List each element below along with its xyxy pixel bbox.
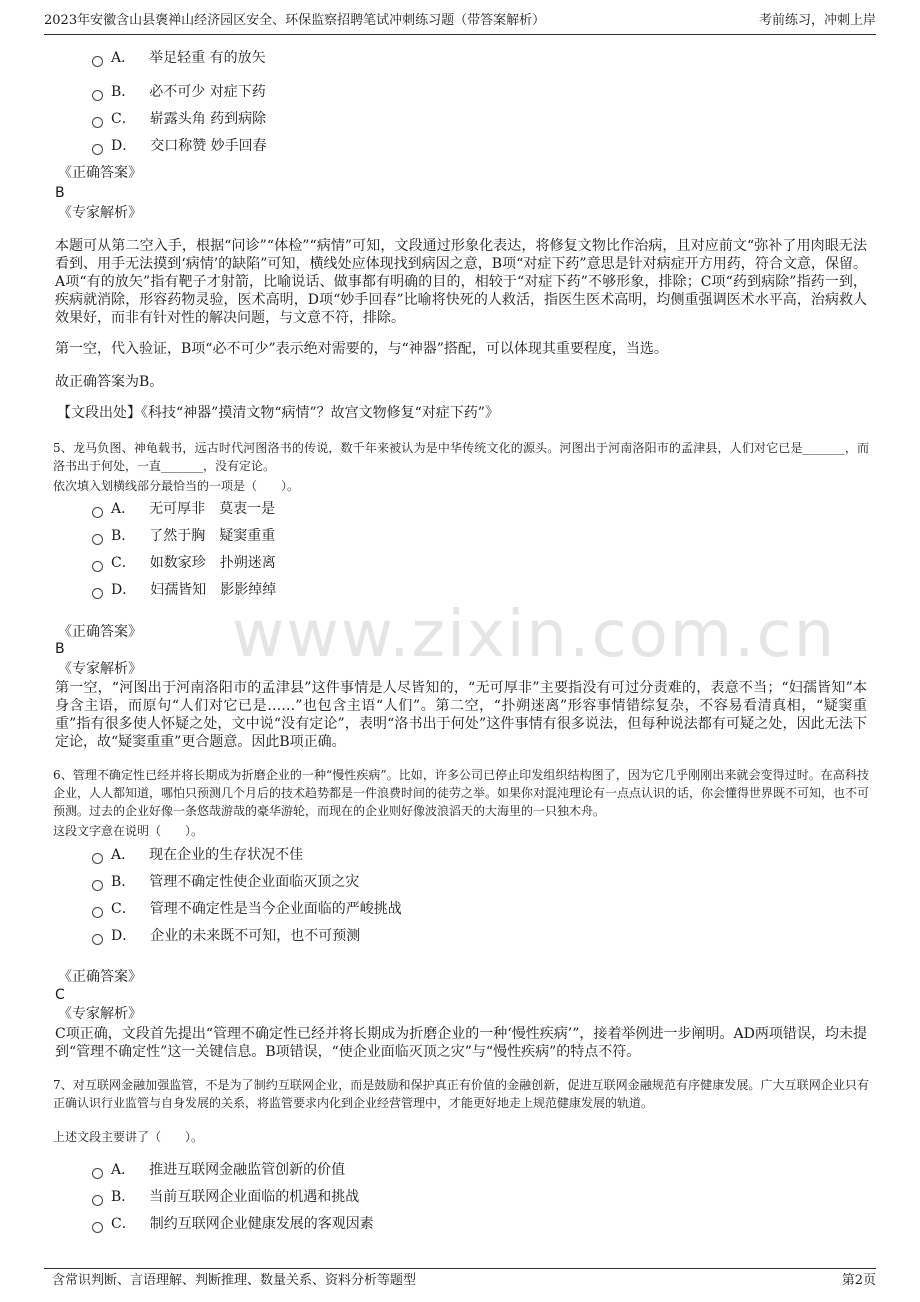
radio-icon[interactable]: [92, 1195, 103, 1206]
q4-source: 【文段出处】《科技“神器”摸清文物“病情”？故宫文物修复“对症下药”》: [57, 405, 499, 421]
q6-answer: C: [55, 987, 65, 1003]
q6-analysis: C项正确，文段首先提出“管理不确定性已经并将长期成为折磨企业的一种‘慢性疾病’”，接着举例进一步阐明。AD两项错误，均未提到“管理不确定性”这一关键信息。B项错误，“使企业面临灭顶之灾”与“慢性疾病”的特点不符。: [55, 1026, 867, 1060]
q6-option-d[interactable]: D． 企业的未来既不可知，也不可预测: [92, 926, 360, 946]
q5-option-a[interactable]: A． 无可厚非 莫衷一是: [92, 499, 275, 519]
radio-icon[interactable]: [92, 934, 103, 945]
q5-analysis: 第一空，“河图出于河南洛阳市的孟津县”这件事情是人尽皆知的，“无可厚非”主要指没有可过分责难的，表意不当；“妇孺皆知”本身含主语，而原句“人们对它已是……”也包含主语“人们”。第二空，“扑朔迷离”形容事情错综复杂，不容易看清真相，“疑窦重重”指有很多使人怀疑之处，文中说“没有定论”，表明“洛书出于何处”这件事情有很多说法，但每种说法都有可疑之处，因此无法下定论，故“疑窦重重”更合题意。因此B项正确。: [55, 680, 867, 750]
q4-analysis-paragraph-2: 第一空，代入验证，B项“必不可少”表示绝对需要的，与“神器”搭配，可以体现其重要程度，当选。: [55, 341, 668, 357]
q5-option-c[interactable]: C． 如数家珍 扑朔迷离: [92, 553, 276, 573]
radio-icon[interactable]: [92, 1168, 103, 1179]
q6-answer-label: 《正确答案》: [58, 969, 142, 985]
document-title: 2023年安徽含山县褒禅山经济园区安全、环保监察招聘笔试冲刺练习题（带答案解析）: [44, 13, 546, 28]
radio-icon[interactable]: [92, 117, 103, 128]
q4-analysis-label: 《专家解析》: [58, 205, 142, 221]
radio-icon[interactable]: [92, 534, 103, 545]
q5-answer: B: [55, 641, 65, 657]
radio-icon[interactable]: [92, 1222, 103, 1233]
q4-answer-label: 《正确答案》: [58, 165, 142, 181]
q6-prompt: 这段文字意在说明（ ）。: [53, 824, 204, 838]
radio-icon[interactable]: [92, 561, 103, 572]
radio-icon[interactable]: [92, 880, 103, 891]
radio-icon[interactable]: [92, 144, 103, 155]
q4-analysis-paragraph-1: 本题可从第二空入手，根据“问诊”“体检”“病情”可知，文段通过形象化表达，将修复文物比作治病，且对应前文“弥补了用肉眼无法看到、用手无法摸到‘病情’的缺陷”可知，横线处应体现找到病因之意，B项“对症下药”意思是针对病症开方用药，符合文意，保留。A项“有的放矢”指有靶子才射箭，比喻说话、做事都有明确的目的，相较于“对症下药”不够形象，排除；C项“药到病除”指药一到，疾病就消除，形容药物灵验，医术高明，D项“妙手回春”比喻将快死的人救活，指医生医术高明，均侧重强调医术水平高，治病救人效果好，而非有针对性的解决问题，与文意不符，排除。: [55, 238, 867, 326]
header-slogan: 考前练习，冲刺上岸: [758, 13, 876, 28]
footer-description: 含常识判断、言语理解、判断推理、数量关系、资料分析等题型: [52, 1273, 417, 1288]
q4-option-d[interactable]: D． 交口称赞 妙手回春: [92, 136, 267, 156]
q6-option-b[interactable]: B． 管理不确定性使企业面临灭顶之灾: [92, 872, 359, 892]
radio-icon[interactable]: [92, 907, 103, 918]
q6-stem: 6、管理不确定性已经并将长期成为折磨企业的一种“慢性疾病”。比如，许多公司已停止印发组织结构图了，因为它几乎刚刚出来就会变得过时。在高科技企业，人人都知道，哪怕只预测几个月后的技术趋势都是一件浪费时间的徒劳之举。如果你对混沌理论有一点点认识的话，你会懂得世界既不可知，也不可预测。过去的企业好像一条悠哉游哉的豪华游轮，而现在的企业则好像波浪滔天的大海里的一只独木舟。: [53, 768, 870, 818]
page-header: [44, 10, 876, 35]
q7-option-a[interactable]: A． 推进互联网金融监管创新的价值: [92, 1160, 345, 1180]
q7-prompt: 上述文段主要讲了（ ）。: [53, 1130, 204, 1144]
q5-analysis-label: 《专家解析》: [58, 661, 142, 677]
radio-icon[interactable]: [92, 853, 103, 864]
q7-option-c[interactable]: C． 制约互联网企业健康发展的客观因素: [92, 1214, 374, 1234]
q6-analysis-label: 《专家解析》: [58, 1006, 142, 1022]
q4-option-a[interactable]: A． 举足轻重 有的放矢: [92, 48, 266, 68]
q7-option-b[interactable]: B． 当前互联网企业面临的机遇和挑战: [92, 1187, 359, 1207]
q5-stem: 5、龙马负图、神龟载书，远古时代河图洛书的传说，数千年来被认为是中华传统文化的源头。河图出于河南洛阳市的孟津县，人们对它已是_______，而洛书出于何处，一直_______，没有定论。: [53, 441, 869, 473]
q4-option-b[interactable]: B． 必不可少 对症下药: [92, 82, 266, 102]
q5-option-b[interactable]: B． 了然于胸 疑窦重重: [92, 526, 275, 546]
q4-option-c[interactable]: C． 崭露头角 药到病除: [92, 109, 266, 129]
q5-prompt: 依次填入划横线部分最恰当的一项是（ ）。: [53, 479, 300, 493]
radio-icon[interactable]: [92, 507, 103, 518]
q6-option-c[interactable]: C． 管理不确定性是当今企业面临的严峻挑战: [92, 899, 402, 919]
q7-stem: 7、对互联网金融加强监管，不是为了制约互联网企业，而是鼓励和保护真正有价值的金融创新，促进互联网金融规范有序健康发展。广大互联网企业只有正确认识行业监管与自身发展的关系，将监管要求内化到企业经营管理中，才能更好地走上规范健康发展的轨道。: [53, 1078, 869, 1110]
q4-answer: B: [55, 185, 65, 201]
radio-icon[interactable]: [92, 56, 103, 67]
q5-answer-label: 《正确答案》: [58, 624, 142, 640]
page-number: 第2页: [841, 1273, 876, 1288]
q4-analysis-paragraph-3: 故正确答案为B。: [55, 374, 164, 390]
q5-option-d[interactable]: D． 妇孺皆知 影影绰绰: [92, 580, 276, 600]
radio-icon[interactable]: [92, 90, 103, 101]
q6-option-a[interactable]: A． 现在企业的生存状况不佳: [92, 845, 303, 865]
page-footer: [44, 1268, 876, 1293]
radio-icon[interactable]: [92, 588, 103, 599]
watermark-text: www.zixin.com.cn: [232, 598, 837, 672]
